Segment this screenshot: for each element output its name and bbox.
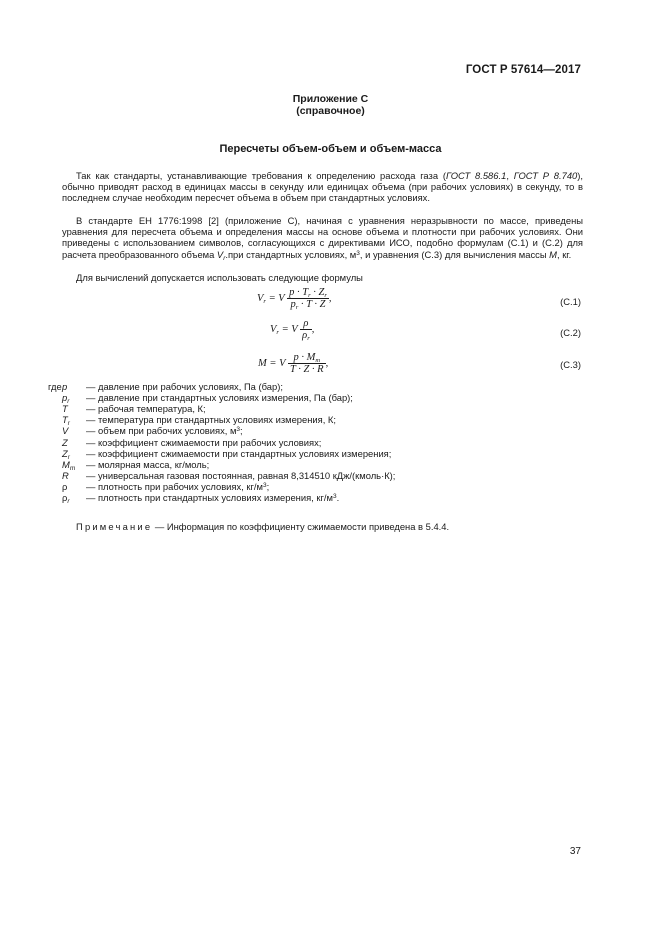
reference-gost-8-586-1: ГОСТ 8.586.1 — [445, 170, 507, 181]
legend-symbol: ρ — [62, 492, 68, 503]
legend-description-text: — объем при рабочих условиях, м — [86, 425, 237, 437]
legend-description-tail: . — [336, 492, 340, 503]
legend-description — [86, 381, 283, 392]
formula-number-c2: (С.2) — [560, 327, 581, 338]
formula-fraction — [287, 287, 329, 310]
legend-description — [86, 414, 336, 425]
formula-lhs: M — [258, 357, 267, 369]
formula-lhs: V — [257, 292, 264, 304]
formula-end: , — [328, 292, 332, 304]
numerator-subscript: m — [315, 357, 321, 364]
formula-number-c1: (С.1) — [560, 296, 581, 307]
legend-description-text: — температура при стандартных условиях измерения, К; — [86, 414, 336, 426]
annex-title: Приложение С — [292, 93, 369, 105]
formula-c1 — [257, 287, 332, 310]
legend-symbol-subscript: r — [67, 398, 70, 406]
legend-symbol: V — [62, 425, 69, 437]
formula-end: , — [311, 323, 315, 335]
reference-gost-r-8-740: ГОСТ Р 8.740 — [513, 170, 578, 181]
legend-description — [86, 481, 269, 492]
numerator-text: p · M — [293, 352, 316, 363]
numerator-subscript: r — [308, 292, 311, 299]
legend-description — [86, 392, 353, 403]
paragraph-text: , — [506, 170, 514, 181]
document-code: ГОСТ Р 57614—2017 — [465, 64, 581, 76]
legend-description — [86, 425, 243, 436]
paragraph-text: , кг. — [556, 248, 572, 260]
denominator-text: p — [290, 299, 296, 310]
formula-numerator — [288, 352, 326, 364]
subscript-r: r — [223, 254, 226, 262]
formula-equals: = V — [266, 357, 286, 369]
legend-symbol: T — [62, 403, 68, 415]
formula-lhs: V — [270, 323, 277, 335]
formula-denominator — [300, 330, 312, 341]
formula-equals: = V — [265, 292, 285, 304]
legend-superscript: 3 — [236, 426, 241, 434]
formula-lhs-subscript: r — [276, 328, 279, 336]
formula-c2 — [270, 318, 314, 341]
legend-description-text: — давление при рабочих условиях, Па (бар); — [86, 381, 283, 392]
legend-symbol: Z — [62, 447, 68, 459]
legend-description — [86, 403, 206, 414]
formula-lhs-subscript: r — [263, 297, 266, 305]
legend-symbol: Z — [62, 436, 68, 448]
formula-equals: = V — [278, 323, 298, 335]
legend-description-text: — коэффициент сжимаемости при рабочих условиях; — [86, 436, 322, 448]
legend-symbol-subscript: m — [69, 464, 76, 472]
legend-symbol-subscript: r — [67, 498, 70, 505]
denominator-tail: · T · Z — [298, 299, 326, 310]
legend-superscript: 3 — [262, 481, 267, 489]
legend-description-text: — рабочая температура, К; — [86, 403, 206, 415]
note — [76, 521, 449, 532]
legend-symbol-subscript: r — [67, 420, 70, 428]
legend-symbol: p — [62, 381, 68, 392]
numerator-text: ρ — [303, 318, 309, 329]
formula-denominator — [287, 299, 329, 310]
paragraph-intro — [62, 170, 583, 204]
formula-fraction — [300, 318, 312, 341]
legend-symbol: T — [62, 414, 68, 426]
paragraph-formulas-intro: Для вычислений допускается использовать следующие формулы — [76, 272, 363, 283]
legend-description — [86, 492, 339, 503]
legend-symbol-subscript: r — [67, 453, 70, 461]
formula-numerator — [300, 318, 312, 330]
legend-description-text: — коэффициент сжимаемости при стандартных условиях измерения; — [86, 447, 392, 459]
denominator-text: ρ — [302, 330, 308, 341]
legend-description-text: — давление при стандартных условиях измерения, Па (бар); — [86, 392, 353, 404]
formula-fraction — [288, 352, 326, 375]
denominator-subscript: r — [307, 335, 310, 342]
legend-description-text: — плотность при стандартных условиях измерения, кг/м — [86, 492, 333, 503]
legend-where: где — [48, 381, 62, 392]
formula-denominator — [288, 364, 326, 375]
legend-description — [86, 437, 321, 448]
legend-symbol: ρ — [62, 480, 68, 492]
annex-heading — [0, 93, 661, 117]
paragraph-text: В стандарте ЕН 1776:1998 [2] (приложение С), начиная с уравнения неразрывности по массе, приведены уравнения для пересчета объема и определения массы на основе объема и плотности при рабочих условиях. Они приведены с использованием символов, согласующихся с директивами ИСО, подобно формулам (С.1) и (С.2) для расчета преобразованного объема — [62, 215, 583, 260]
paragraph-text: .при стандартных условиях, м — [225, 248, 357, 260]
numerator-text: p · T — [289, 287, 309, 298]
numerator-tail-subscript: r — [324, 292, 327, 299]
formula-end: , — [325, 357, 329, 369]
paragraph-text: ), обычно приводят расход в единицах массы в секунду или единицах объема (при рабочих условиях) в секунду, то в последнем случае необходим пересчет объема в объем при стандартных условиях. — [62, 170, 583, 204]
legend-description-text: — молярная масса, кг/моль; — [86, 458, 210, 470]
legend-description — [86, 448, 391, 459]
page-number: 37 — [569, 846, 581, 857]
annex-subtitle: (справочное) — [296, 105, 365, 117]
formula-c3 — [258, 352, 328, 375]
legend-description-tail: ; — [240, 425, 243, 437]
superscript: 3 — [356, 249, 360, 257]
legend-symbol: M — [62, 458, 70, 470]
legend-description — [86, 470, 395, 481]
note-label: Примечание — [76, 521, 153, 532]
numerator-tail: · Z — [310, 287, 325, 298]
legend-description-text: — плотность при рабочих условиях, кг/м — [86, 480, 263, 492]
denominator-subscript: r — [295, 304, 299, 311]
formula-numerator — [287, 287, 329, 299]
section-title: Пересчеты объем-объем и объем-масса — [219, 143, 442, 155]
note-text: — Информация по коэффициенту сжимаемости приведена в 5.4.4. — [152, 521, 450, 532]
legend-symbol: R — [62, 469, 69, 481]
legend-description — [86, 459, 209, 470]
denominator-text: T · Z · R — [289, 364, 324, 375]
paragraph-text: , и уравнения (С.3) для вычисления массы — [359, 248, 550, 260]
symbol-m: M — [549, 248, 557, 260]
legend-symbol: p — [62, 392, 68, 404]
legend-superscript: 3 — [332, 493, 337, 500]
paragraph-text: Так как стандарты, устанавливающие требования к определению расхода газа ( — [76, 170, 446, 181]
paragraph-standard — [62, 215, 583, 260]
symbol-v: V — [216, 248, 224, 260]
legend-description-text: — универсальная газовая постоянная, равная 8,314510 кДж/(кмоль·К); — [86, 469, 396, 481]
legend-description-tail: ; — [266, 480, 270, 492]
formula-number-c3: (С.3) — [560, 359, 581, 370]
